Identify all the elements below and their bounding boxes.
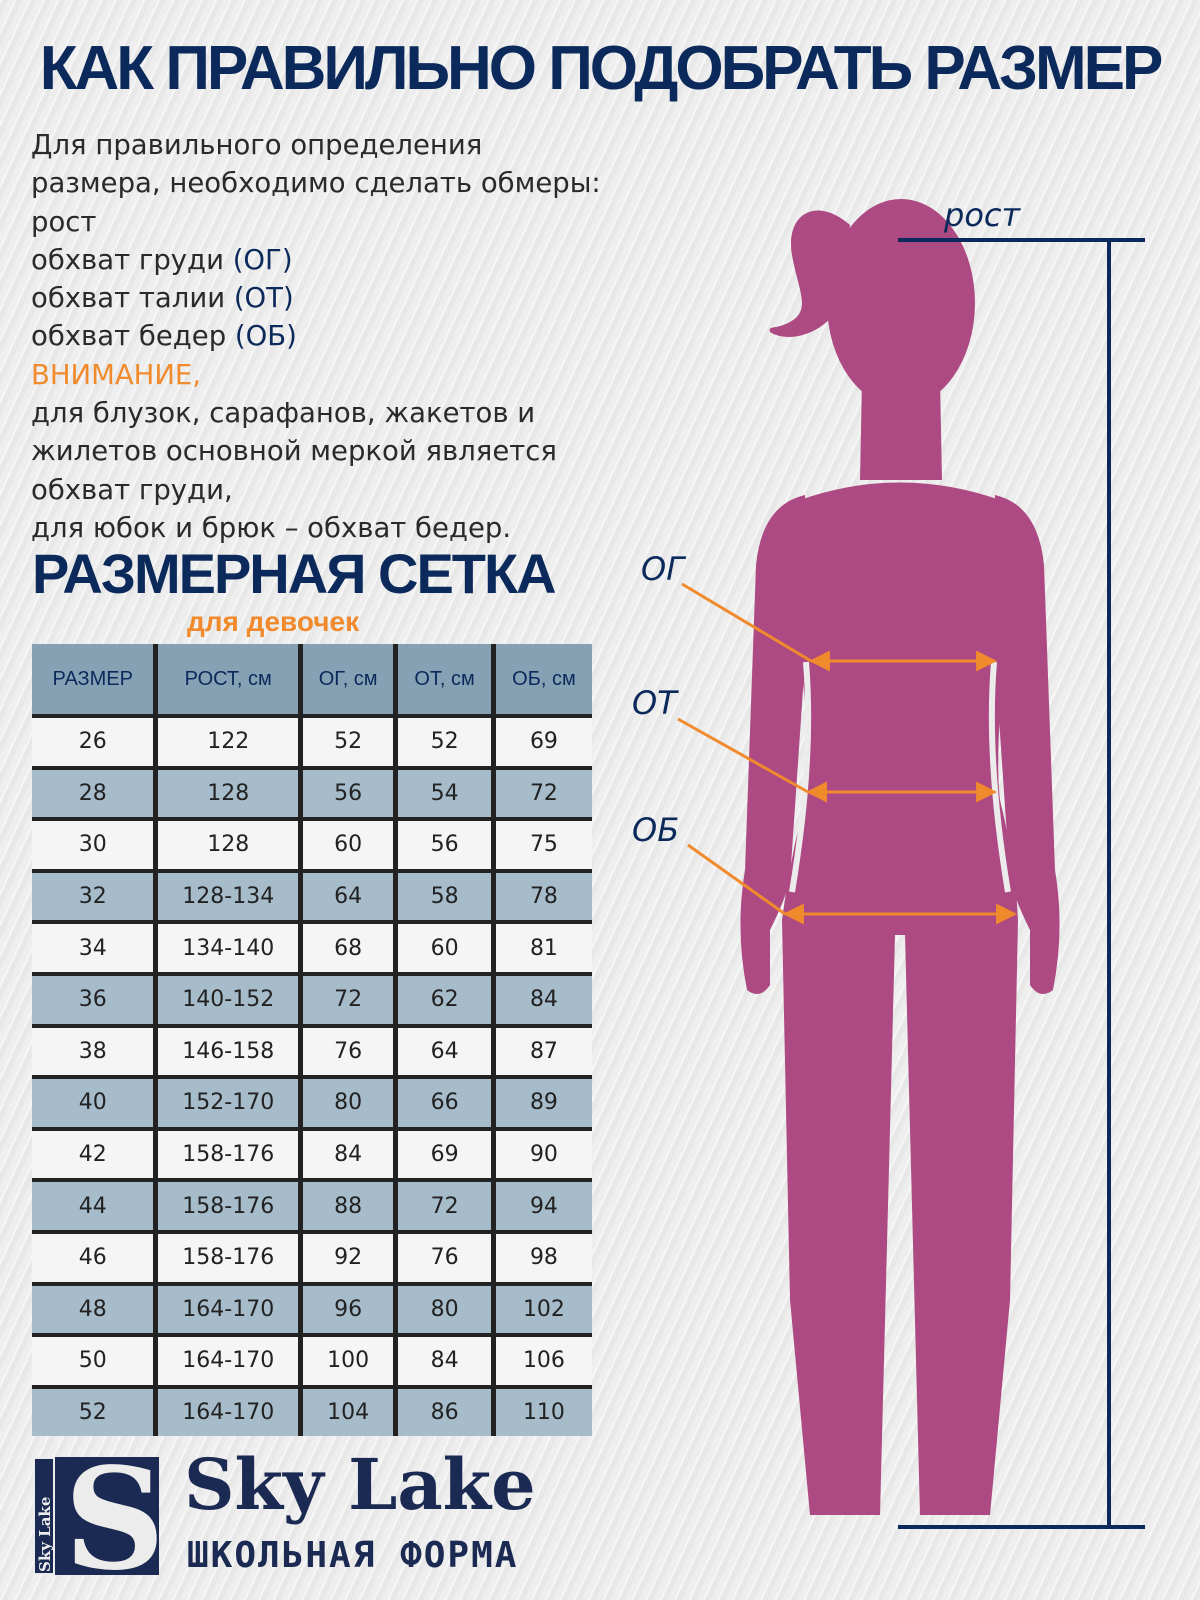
table-cell: 56 bbox=[301, 768, 396, 820]
table-cell: 88 bbox=[301, 1180, 396, 1232]
table-cell: 46 bbox=[32, 1232, 156, 1284]
hips-label: ОБ bbox=[632, 811, 680, 849]
table-cell: 52 bbox=[396, 716, 494, 768]
table-cell: 26 bbox=[32, 716, 156, 768]
table-cell: 102 bbox=[493, 1284, 592, 1336]
column-header: РОСТ, см bbox=[156, 644, 301, 716]
size-grid-title: РАЗМЕРНАЯ СЕТКА bbox=[32, 542, 555, 605]
table-cell: 158-176 bbox=[156, 1180, 301, 1232]
table-cell: 54 bbox=[396, 768, 494, 820]
table-cell: 81 bbox=[493, 922, 592, 974]
table-cell: 128 bbox=[156, 819, 301, 871]
table-cell: 84 bbox=[301, 1129, 396, 1181]
table-cell: 164-170 bbox=[156, 1387, 301, 1437]
table-cell: 44 bbox=[32, 1180, 156, 1232]
table-cell: 106 bbox=[493, 1335, 592, 1387]
table-cell: 60 bbox=[396, 922, 494, 974]
table-cell: 30 bbox=[32, 819, 156, 871]
table-cell: 52 bbox=[301, 716, 396, 768]
table-cell: 87 bbox=[493, 1026, 592, 1078]
table-cell: 75 bbox=[493, 819, 592, 871]
attention-label: ВНИМАНИЕ, bbox=[31, 358, 202, 391]
table-cell: 76 bbox=[301, 1026, 396, 1078]
emblem-text: Sky Lake bbox=[36, 1496, 54, 1572]
table-cell: 72 bbox=[493, 768, 592, 820]
table-cell: 84 bbox=[396, 1335, 494, 1387]
table-cell: 164-170 bbox=[156, 1335, 301, 1387]
table-cell: 80 bbox=[396, 1284, 494, 1336]
size-grid-subtitle: для девочек bbox=[187, 606, 360, 637]
table-cell: 90 bbox=[493, 1129, 592, 1181]
table-cell: 94 bbox=[493, 1180, 592, 1232]
table-cell: 110 bbox=[493, 1387, 592, 1437]
instructions-text: Для правильного определения размера, необходимо сделать обмеры: рост обхват груди (ОГ) обхват талии (ОТ) обхват бедер (ОБ) ВНИМАНИЕ, для блузок, сарафанов, жакетов и жилетов основной меркой является обхват груди, для юбок и брюк – обхват бедер. bbox=[31, 129, 601, 544]
table-cell: 152-170 bbox=[156, 1077, 301, 1129]
column-header: ОГ, см bbox=[301, 644, 396, 716]
table-cell: 104 bbox=[301, 1387, 396, 1437]
table-cell: 128-134 bbox=[156, 871, 301, 923]
table-cell: 96 bbox=[301, 1284, 396, 1336]
table-cell: 86 bbox=[396, 1387, 494, 1437]
table-cell: 48 bbox=[32, 1284, 156, 1336]
table-cell: 122 bbox=[156, 716, 301, 768]
table-cell: 52 bbox=[32, 1387, 156, 1437]
waist-label: ОТ bbox=[632, 684, 677, 722]
table-cell: 62 bbox=[396, 974, 494, 1026]
table-cell: 69 bbox=[493, 716, 592, 768]
logo-subtitle: ШКОЛЬНАЯ ФОРМА bbox=[187, 1535, 519, 1576]
table-cell: 100 bbox=[301, 1335, 396, 1387]
table-cell: 64 bbox=[301, 871, 396, 923]
table-cell: 68 bbox=[301, 922, 396, 974]
column-header: ОБ, см bbox=[493, 644, 592, 716]
logo-emblem bbox=[33, 1438, 165, 1600]
page-title: КАК ПРАВИЛЬНО ПОДОБРАТЬ РАЗМЕР bbox=[39, 34, 1161, 103]
table-cell: 146-158 bbox=[156, 1026, 301, 1078]
table-cell: 158-176 bbox=[156, 1232, 301, 1284]
table-cell: 92 bbox=[301, 1232, 396, 1284]
neck bbox=[860, 380, 942, 480]
column-header: РАЗМЕР bbox=[32, 644, 156, 716]
table-cell: 40 bbox=[32, 1077, 156, 1129]
table-cell: 58 bbox=[396, 871, 494, 923]
table-cell: 98 bbox=[493, 1232, 592, 1284]
table-cell: 164-170 bbox=[156, 1284, 301, 1336]
table-cell: 128 bbox=[156, 768, 301, 820]
table-cell: 50 bbox=[32, 1335, 156, 1387]
table-cell: 60 bbox=[301, 819, 396, 871]
table-cell: 64 bbox=[396, 1026, 494, 1078]
column-header: ОТ, см bbox=[396, 644, 494, 716]
table-cell: 28 bbox=[32, 768, 156, 820]
table-cell: 36 bbox=[32, 974, 156, 1026]
girl-silhouette bbox=[740, 199, 1059, 1515]
chest-label: ОГ bbox=[641, 550, 685, 588]
table-cell: 80 bbox=[301, 1077, 396, 1129]
table-cell: 42 bbox=[32, 1129, 156, 1181]
table-cell: 72 bbox=[396, 1180, 494, 1232]
table-cell: 76 bbox=[396, 1232, 494, 1284]
table-cell: 32 bbox=[32, 871, 156, 923]
table-cell: 34 bbox=[32, 922, 156, 974]
table-cell: 158-176 bbox=[156, 1129, 301, 1181]
table-cell: 66 bbox=[396, 1077, 494, 1129]
table-cell: 56 bbox=[396, 819, 494, 871]
torso-legs bbox=[782, 483, 1018, 1516]
table-cell: 134-140 bbox=[156, 922, 301, 974]
table-cell: 140-152 bbox=[156, 974, 301, 1026]
table-cell: 38 bbox=[32, 1026, 156, 1078]
table-cell: 84 bbox=[493, 974, 592, 1026]
table-cell: 78 bbox=[493, 871, 592, 923]
logo-name: Sky Lake bbox=[184, 1443, 536, 1526]
table-cell: 89 bbox=[493, 1077, 592, 1129]
table-cell: 72 bbox=[301, 974, 396, 1026]
svg-text:S: S bbox=[64, 1438, 166, 1600]
height-label: рост bbox=[944, 196, 1021, 234]
table-cell: 69 bbox=[396, 1129, 494, 1181]
